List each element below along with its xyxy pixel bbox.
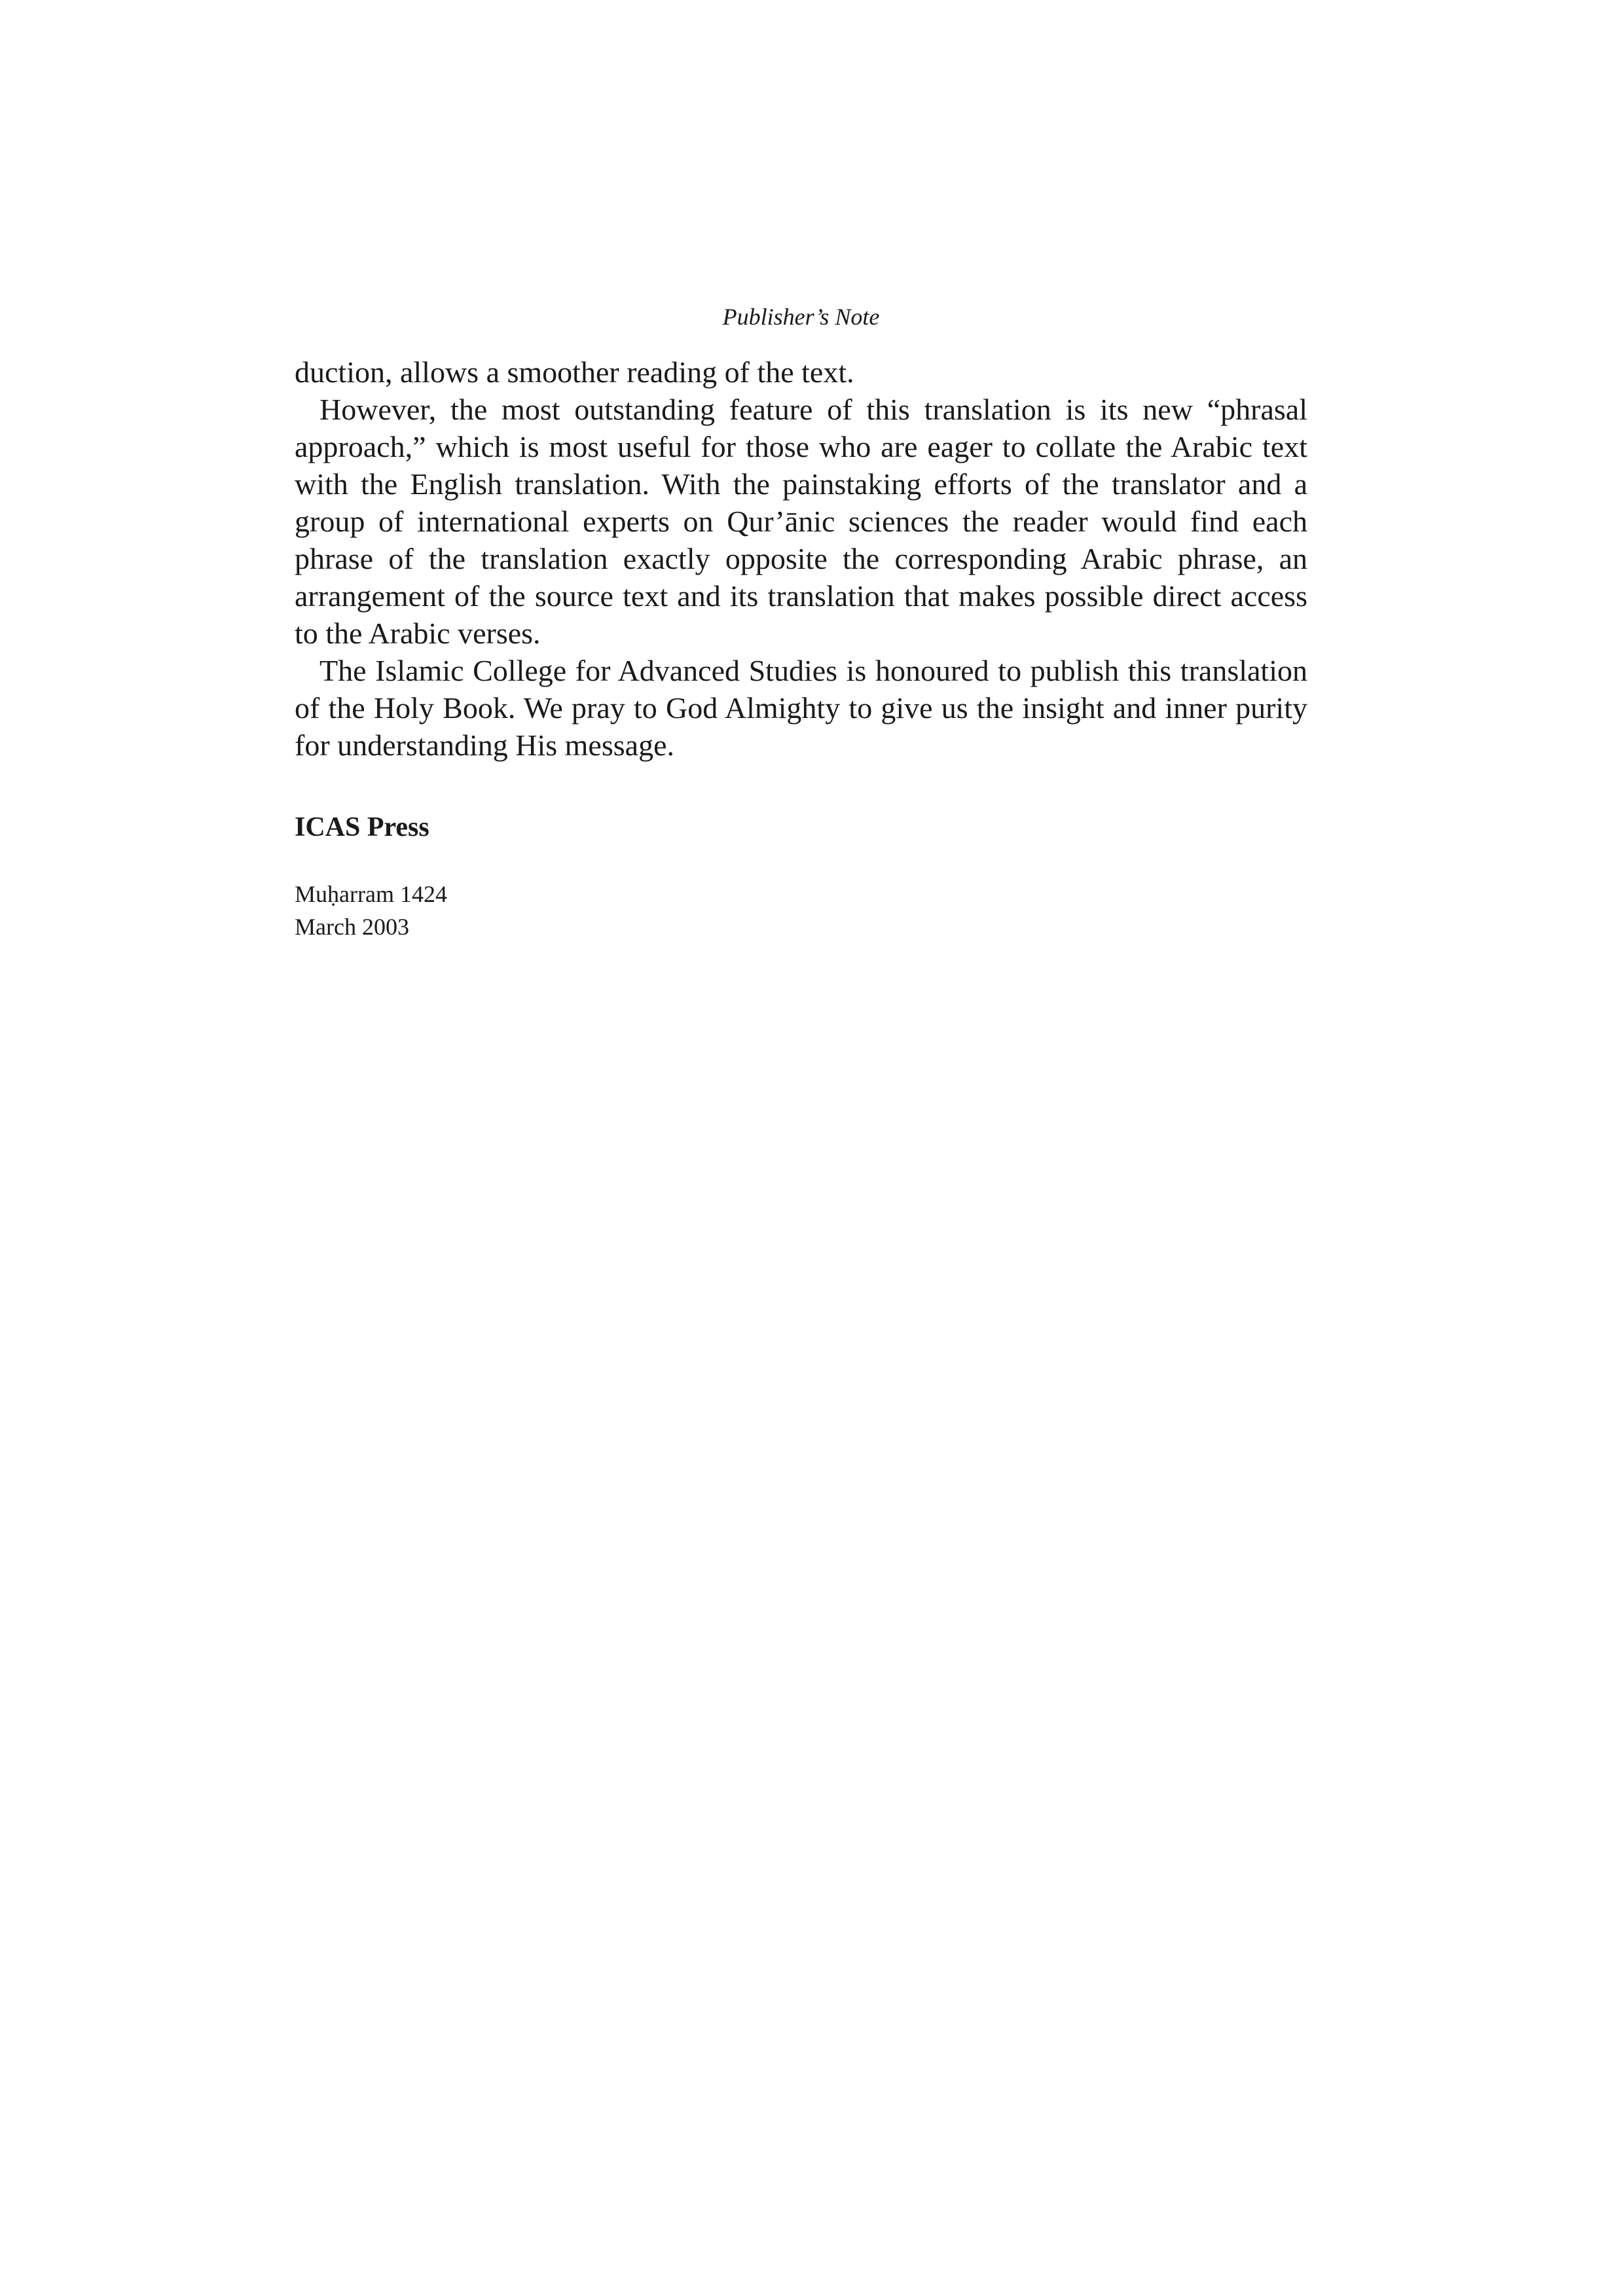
date-gregorian: March 2003 [295,914,409,940]
publisher-signature: ICAS Press [295,812,429,842]
paragraph-publication: The Islamic College for Advanced Studies is honoured to publish this translation of the Holy Book. We pray to God Almighty to give us the insight and inner purity for understanding His message. [295,654,1307,762]
date-hijri: Muḥarram 1424 [295,881,447,907]
paragraph-phrasal-approach: However, the most outstanding feature of this translation is its new “phrasal approach,” which is most useful for those who are eager to collate the Arabic text with the English translation. With the painstaking efforts of the translator and a group of international experts on Qur’ānic sciences the reader would find each phrase of the translation exactly opposite the corresponding Arabic phrase, an arrangement of the source text and its translation that makes possible direct access to the Arabic verses. [295,393,1307,650]
body-text [295,353,1307,764]
paragraph-continuation: duction, allows a smoother reading of the text. [295,355,854,389]
running-head: Publisher’s Note [722,304,880,330]
